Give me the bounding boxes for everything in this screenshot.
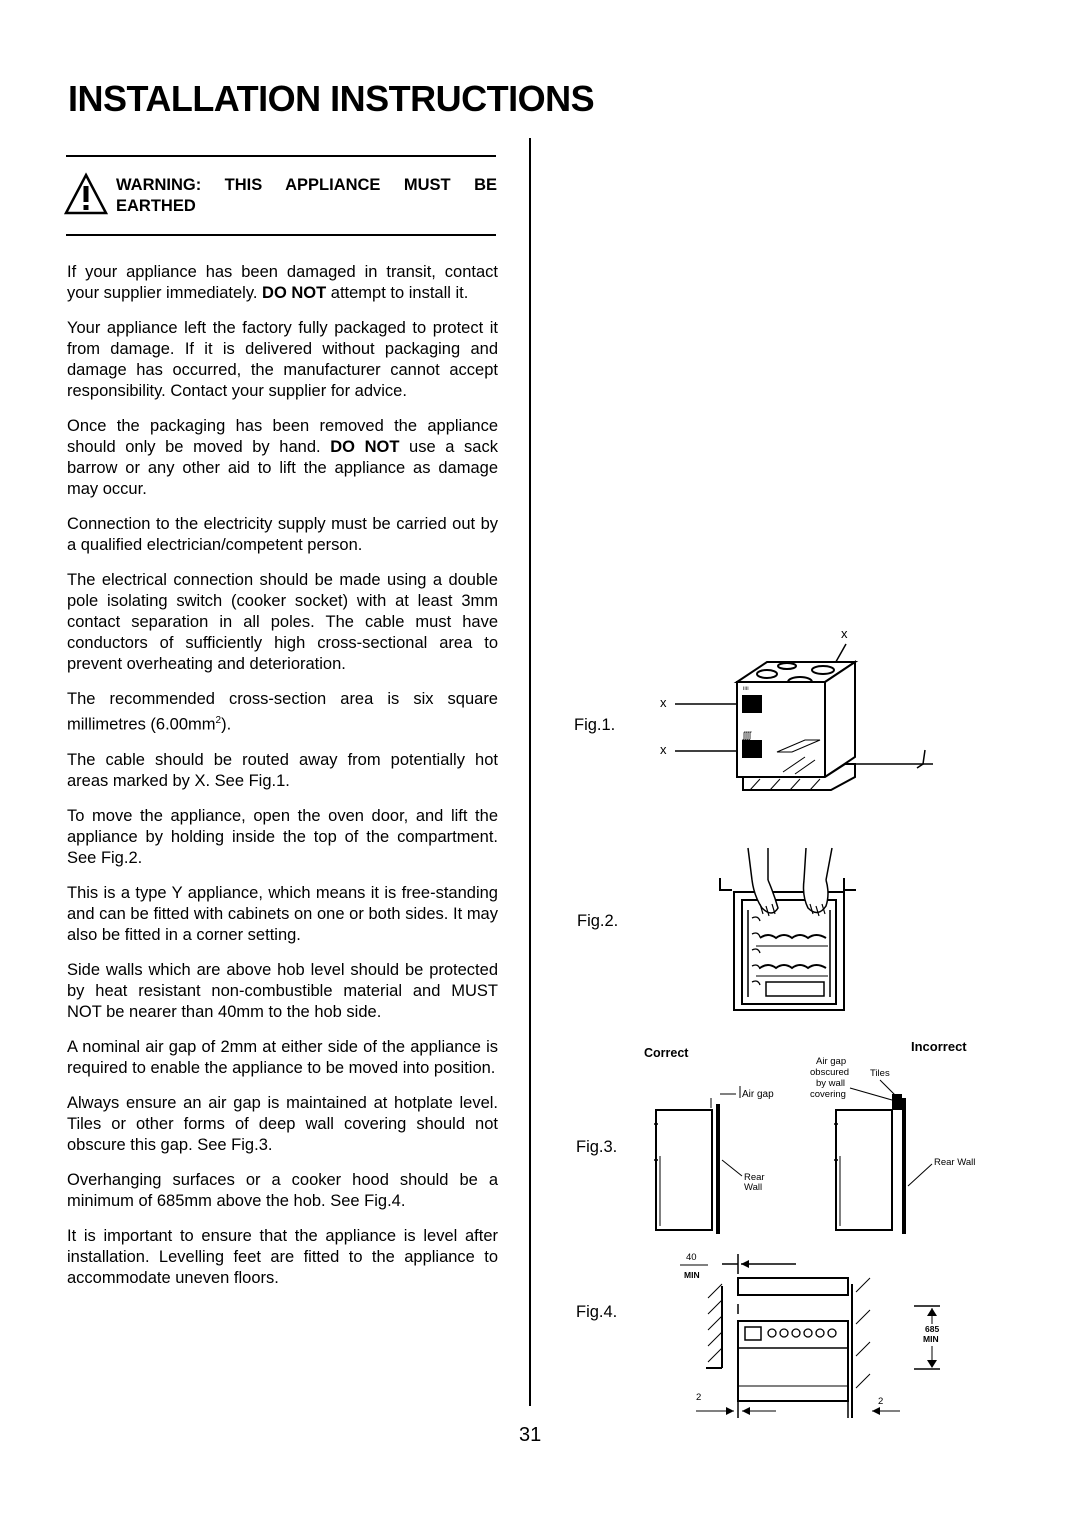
- fig3-air-gap-diagram: [640, 1036, 985, 1244]
- warning-triangle-icon: [64, 172, 108, 216]
- svg-text:Air gap: Air gap: [742, 1089, 774, 1100]
- body-text: [67, 262, 498, 1303]
- warning-bottom-rule: [66, 234, 496, 236]
- warning-line-2: EARTHED: [116, 197, 196, 215]
- svg-text:Correct: Correct: [644, 1046, 689, 1060]
- fig4-label: Fig.4.: [576, 1303, 618, 1321]
- fig3-label: Fig.3.: [576, 1138, 618, 1156]
- fig4-clearance-diagram: [676, 1248, 948, 1422]
- fig2-label: Fig.2.: [577, 912, 619, 930]
- svg-text:40: 40: [686, 1252, 697, 1263]
- fig1-cooker-hot-areas-diagram: [655, 622, 935, 794]
- svg-text:x: x: [660, 742, 667, 757]
- paragraph-cable-area: The recommended cross-section area is six square millimetres $(6.00mm^2)$.: [67, 690, 498, 734]
- svg-text:MIN: MIN: [923, 1334, 939, 1344]
- paragraph-side-walls: Side walls which are above hob level should be protected by heat resistant non-combustible material and MUST NOT be nearer than 40mm to the hob side.: [67, 960, 498, 1021]
- warning-top-rule: [66, 155, 496, 157]
- fig2-lifting-cooker-diagram: [716, 842, 860, 1014]
- svg-text:x: x: [841, 626, 848, 641]
- paragraph-connection: The electrical connection should be made using a double pole isolating switch (cooker socket) with at least 3mm contact separation in all poles. The cable must have conductors of sufficiently high cross-sectional area to prevent overheating and deterioration.: [67, 571, 498, 673]
- paragraph-lifting: To move the appliance, open the oven door, and lift the appliance by holding inside the top of the compartment. See Fig.2.: [67, 806, 498, 867]
- svg-text:obscured: obscured: [810, 1067, 850, 1078]
- svg-text:by wall: by wall: [816, 1078, 846, 1089]
- svg-text:Air gap: Air gap: [816, 1056, 847, 1067]
- earth-warning: [116, 175, 497, 217]
- paragraph-cable-route: The cable should be routed away from potentially hot areas marked by X. See Fig.1.: [67, 750, 498, 790]
- page-number: 31: [519, 1424, 542, 1446]
- svg-text:2: 2: [878, 1396, 884, 1407]
- svg-text:2: 2: [696, 1392, 702, 1403]
- page-title: INSTALLATION INSTRUCTIONS: [68, 78, 595, 119]
- svg-text:Wall: Wall: [744, 1182, 763, 1193]
- svg-text:Tiles: Tiles: [870, 1068, 890, 1079]
- svg-text:covering: covering: [810, 1089, 846, 1100]
- svg-text:MIN: MIN: [684, 1270, 700, 1280]
- column-divider: [529, 138, 531, 1406]
- svg-text:Rear Wall: Rear Wall: [934, 1157, 976, 1168]
- paragraph-damage: If your appliance has been damaged in transit, contact your supplier immediately. DO NOT attempt to install it.: [67, 263, 498, 302]
- fig1-label: Fig.1.: [574, 716, 616, 734]
- svg-text:Rear: Rear: [744, 1172, 765, 1183]
- warning-line-1: WARNING: THIS APPLIANCE MUST BE: [116, 176, 497, 194]
- paragraph-moving: Once the packaging has been removed the appliance should only be moved by hand. DO NOT use a sack barrow or any other aid to lift the appliance as damage may occur.: [67, 417, 498, 498]
- paragraph-type-y: This is a type Y appliance, which means it is free-standing and can be fitted with cabinets on one or both sides. It may also be fitted in a corner setting.: [67, 883, 498, 944]
- paragraph-levelling: It is important to ensure that the appliance is level after installation. Levelling feet are fitted to the appliance to accommodate uneven floors.: [67, 1226, 498, 1287]
- svg-text:x: x: [660, 695, 667, 710]
- svg-text:ʃʃʃʃ: ʃʃʃʃ: [743, 730, 751, 740]
- svg-text:685: 685: [925, 1324, 940, 1334]
- svg-text:Incorrect: Incorrect: [911, 1039, 967, 1054]
- paragraph-hotplate-gap: Always ensure an air gap is maintained at hotplate level. Tiles or other forms of deep wall covering should not obscure this gap. See Fig.3.: [67, 1093, 498, 1154]
- paragraph-air-gap: A nominal air gap of 2mm at either side of the appliance is required to enable the appliance to be moved into position.: [67, 1037, 498, 1077]
- svg-text:ᶦᶦᶦᶦ: ᶦᶦᶦᶦ: [743, 684, 749, 694]
- paragraph-overhang: Overhanging surfaces or a cooker hood should be a minimum of 685mm above the hob. See Fig.4.: [67, 1170, 498, 1210]
- paragraph-electrician: Connection to the electricity supply must be carried out by a qualified electrician/competent person.: [67, 515, 498, 554]
- paragraph-packaging: Your appliance left the factory fully packaged to protect it from damage. If it is delivered without packaging and damage has occurred, the manufacturer cannot accept responsibility. Contact your supplier for advice.: [67, 319, 498, 400]
